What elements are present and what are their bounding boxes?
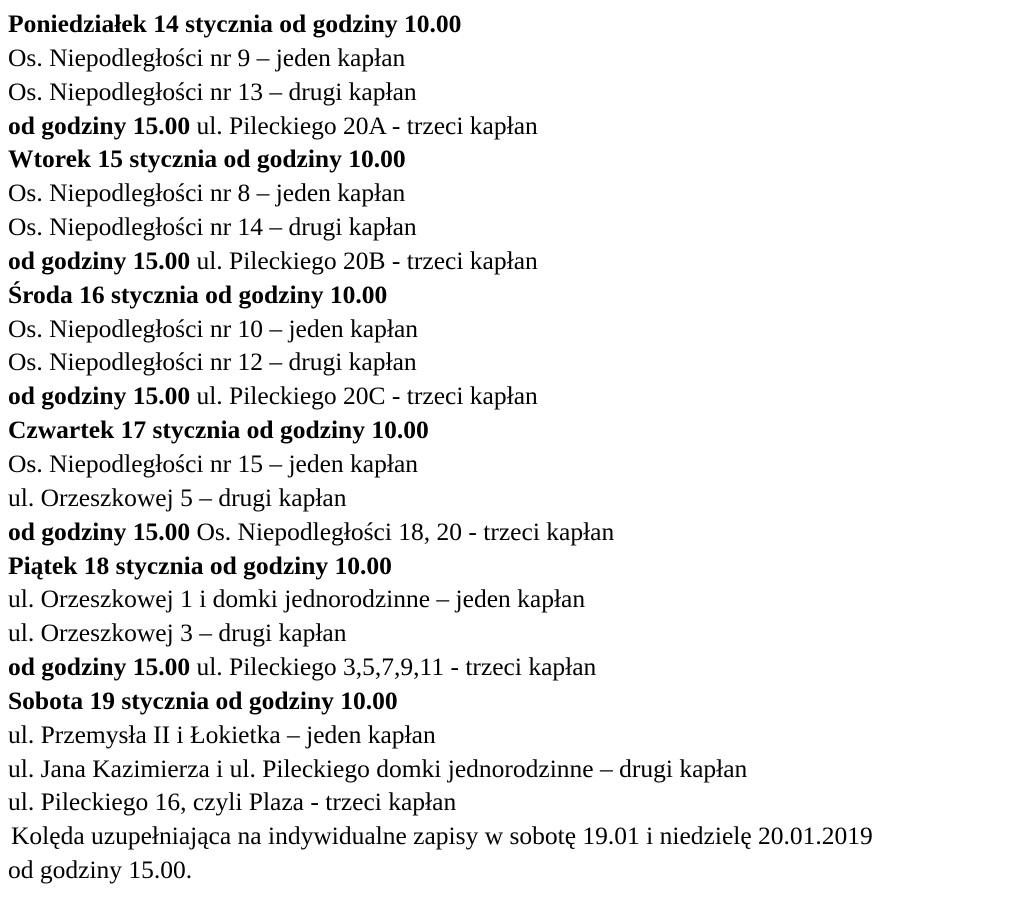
afternoon-time: od godziny 15.00 [8, 245, 191, 275]
afternoon-text: ul. Pileckiego 3,5,7,9,11 - trzeci kapłan [190, 652, 597, 682]
note-line: Kolęda uzupełniająca na indywidualne zapisy w sobotę 19.01 i niedzielę 20.01.2019 [11, 821, 873, 851]
schedule-line: Os. Niepodległości nr 15 – jeden kapłan [8, 448, 419, 478]
day-header: Wtorek 15 stycznia od godziny 10.00 [8, 144, 406, 174]
schedule-line: Os. Niepodległości nr 9 – jeden kapłan [8, 42, 406, 72]
schedule-line: Os. Niepodległości nr 8 – jeden kapłan [8, 178, 406, 208]
schedule-line: Os. Niepodległości nr 12 – drugi kapłan [8, 347, 417, 377]
schedule-line: ul. Przemysła II i Łokietka – jeden kapłan [8, 719, 436, 749]
schedule-line: ul. Orzeszkowej 5 – drugi kapłan [8, 482, 347, 512]
day-header: Sobota 19 stycznia od godziny 10.00 [8, 685, 398, 715]
afternoon-time: od godziny 15.00 [8, 110, 191, 140]
schedule-line: ul. Pileckiego 16, czyli Plaza - trzeci kapłan [8, 787, 457, 817]
schedule-document [8, 7, 1018, 887]
schedule-line: ul. Orzeszkowej 3 – drugi kapłan [8, 618, 347, 648]
afternoon-text: ul. Pileckiego 20B - trzeci kapłan [190, 245, 538, 275]
afternoon-line [8, 109, 1018, 143]
schedule-line: ul. Jana Kazimierza i ul. Pileckiego domki jednorodzinne – drugi kapłan [8, 753, 748, 783]
schedule-line: Os. Niepodległości nr 10 – jeden kapłan [8, 313, 419, 343]
note-line: od godziny 15.00. [8, 855, 193, 885]
afternoon-time: od godziny 15.00 [8, 381, 191, 411]
afternoon-line [8, 515, 1018, 549]
schedule-line: Os. Niepodległości nr 13 – drugi kapłan [8, 76, 417, 106]
schedule-line: Os. Niepodległości nr 14 – drugi kapłan [8, 212, 417, 242]
afternoon-line [8, 244, 1018, 278]
day-header: Środa 16 stycznia od godziny 10.00 [8, 279, 388, 309]
afternoon-text: ul. Pileckiego 20C - trzeci kapłan [190, 381, 538, 411]
day-header: Czwartek 17 stycznia od godziny 10.00 [8, 415, 429, 445]
schedule-line: ul. Orzeszkowej 1 i domki jednorodzinne – jeden kapłan [8, 584, 586, 614]
afternoon-time: od godziny 15.00 [8, 516, 191, 546]
afternoon-text: ul. Pileckiego 20A - trzeci kapłan [190, 110, 538, 140]
day-header: Poniedziałek 14 stycznia od godziny 10.00 [8, 9, 462, 38]
afternoon-time: od godziny 15.00 [8, 652, 191, 682]
day-header: Piątek 18 stycznia od godziny 10.00 [8, 550, 392, 580]
afternoon-line [8, 379, 1018, 413]
afternoon-line [8, 650, 1018, 684]
afternoon-text: Os. Niepodległości 18, 20 - trzeci kapłan [190, 516, 615, 546]
